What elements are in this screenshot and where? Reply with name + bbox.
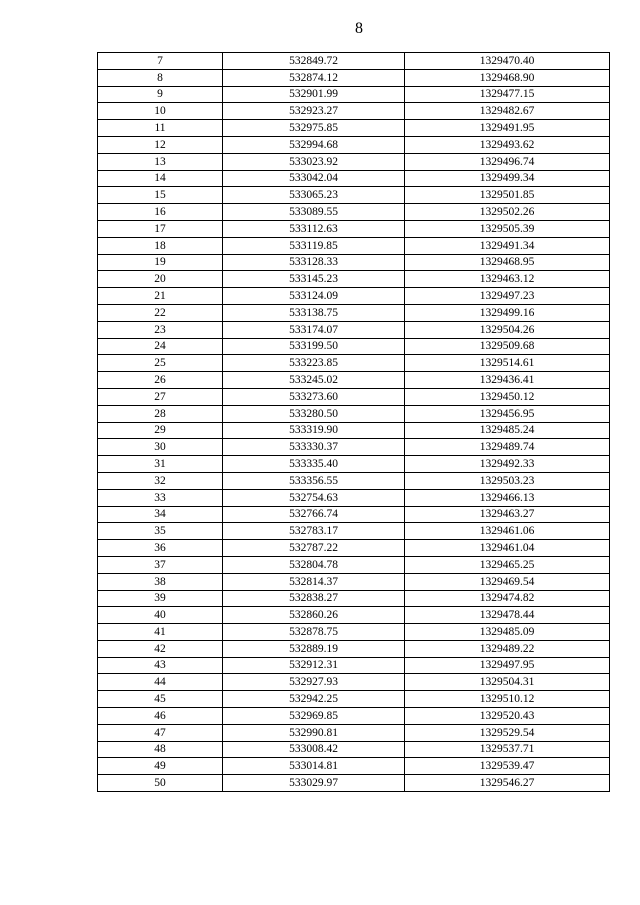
point-number-cell: 19 [98, 254, 223, 271]
x-coordinate-cell: 533042.04 [223, 170, 405, 187]
point-number-cell: 26 [98, 372, 223, 389]
table-row [98, 456, 610, 473]
table-row [98, 69, 610, 86]
point-number-cell: 48 [98, 741, 223, 758]
y-coordinate-cell: 1329468.90 [405, 69, 610, 86]
point-number-cell: 47 [98, 724, 223, 741]
point-number-cell: 9 [98, 86, 223, 103]
x-coordinate-cell: 533223.85 [223, 355, 405, 372]
coordinates-table-body [98, 53, 610, 792]
table-row [98, 708, 610, 725]
table-row [98, 724, 610, 741]
table-row [98, 53, 610, 70]
x-coordinate-cell: 533014.81 [223, 758, 405, 775]
point-number-cell: 29 [98, 422, 223, 439]
point-number-cell: 34 [98, 506, 223, 523]
y-coordinate-cell: 1329478.44 [405, 607, 610, 624]
x-coordinate-cell: 532878.75 [223, 624, 405, 641]
x-coordinate-cell: 532783.17 [223, 523, 405, 540]
x-coordinate-cell: 532990.81 [223, 724, 405, 741]
x-coordinate-cell: 533065.23 [223, 187, 405, 204]
y-coordinate-cell: 1329497.95 [405, 657, 610, 674]
table-row [98, 523, 610, 540]
table-row [98, 506, 610, 523]
table-row [98, 657, 610, 674]
point-number-cell: 12 [98, 136, 223, 153]
x-coordinate-cell: 533273.60 [223, 388, 405, 405]
table-row [98, 338, 610, 355]
y-coordinate-cell: 1329489.22 [405, 640, 610, 657]
y-coordinate-cell: 1329502.26 [405, 204, 610, 221]
y-coordinate-cell: 1329504.31 [405, 674, 610, 691]
y-coordinate-cell: 1329546.27 [405, 775, 610, 792]
table-row [98, 624, 610, 641]
y-coordinate-cell: 1329463.12 [405, 271, 610, 288]
point-number-cell: 42 [98, 640, 223, 657]
table-row [98, 355, 610, 372]
table-row [98, 220, 610, 237]
x-coordinate-cell: 532927.93 [223, 674, 405, 691]
y-coordinate-cell: 1329436.41 [405, 372, 610, 389]
x-coordinate-cell: 533128.33 [223, 254, 405, 271]
table-row [98, 775, 610, 792]
y-coordinate-cell: 1329456.95 [405, 405, 610, 422]
y-coordinate-cell: 1329450.12 [405, 388, 610, 405]
x-coordinate-cell: 533112.63 [223, 220, 405, 237]
table-row [98, 540, 610, 557]
x-coordinate-cell: 532804.78 [223, 556, 405, 573]
y-coordinate-cell: 1329485.24 [405, 422, 610, 439]
y-coordinate-cell: 1329537.71 [405, 741, 610, 758]
x-coordinate-cell: 533119.85 [223, 237, 405, 254]
x-coordinate-cell: 532754.63 [223, 489, 405, 506]
point-number-cell: 46 [98, 708, 223, 725]
table-row [98, 640, 610, 657]
y-coordinate-cell: 1329463.27 [405, 506, 610, 523]
table-row [98, 758, 610, 775]
point-number-cell: 10 [98, 103, 223, 120]
y-coordinate-cell: 1329499.34 [405, 170, 610, 187]
y-coordinate-cell: 1329477.15 [405, 86, 610, 103]
table-row [98, 556, 610, 573]
x-coordinate-cell: 532889.19 [223, 640, 405, 657]
point-number-cell: 27 [98, 388, 223, 405]
table-row [98, 237, 610, 254]
x-coordinate-cell: 533124.09 [223, 288, 405, 305]
table-row [98, 691, 610, 708]
x-coordinate-cell: 532766.74 [223, 506, 405, 523]
y-coordinate-cell: 1329468.95 [405, 254, 610, 271]
y-coordinate-cell: 1329465.25 [405, 556, 610, 573]
x-coordinate-cell: 533245.02 [223, 372, 405, 389]
point-number-cell: 50 [98, 775, 223, 792]
x-coordinate-cell: 533330.37 [223, 439, 405, 456]
y-coordinate-cell: 1329510.12 [405, 691, 610, 708]
point-number-cell: 16 [98, 204, 223, 221]
point-number-cell: 17 [98, 220, 223, 237]
point-number-cell: 18 [98, 237, 223, 254]
point-number-cell: 28 [98, 405, 223, 422]
table-row [98, 86, 610, 103]
table-row [98, 304, 610, 321]
point-number-cell: 7 [98, 53, 223, 70]
y-coordinate-cell: 1329493.62 [405, 136, 610, 153]
y-coordinate-cell: 1329529.54 [405, 724, 610, 741]
table-row [98, 405, 610, 422]
x-coordinate-cell: 532860.26 [223, 607, 405, 624]
y-coordinate-cell: 1329497.23 [405, 288, 610, 305]
y-coordinate-cell: 1329485.09 [405, 624, 610, 641]
x-coordinate-cell: 532849.72 [223, 53, 405, 70]
table-row [98, 254, 610, 271]
y-coordinate-cell: 1329474.82 [405, 590, 610, 607]
y-coordinate-cell: 1329466.13 [405, 489, 610, 506]
table-row [98, 321, 610, 338]
table-row [98, 573, 610, 590]
point-number-cell: 39 [98, 590, 223, 607]
point-number-cell: 23 [98, 321, 223, 338]
table-row [98, 422, 610, 439]
x-coordinate-cell: 533029.97 [223, 775, 405, 792]
x-coordinate-cell: 532901.99 [223, 86, 405, 103]
y-coordinate-cell: 1329503.23 [405, 472, 610, 489]
x-coordinate-cell: 533008.42 [223, 741, 405, 758]
point-number-cell: 33 [98, 489, 223, 506]
y-coordinate-cell: 1329461.04 [405, 540, 610, 557]
table-row [98, 372, 610, 389]
point-number-cell: 41 [98, 624, 223, 641]
point-number-cell: 8 [98, 69, 223, 86]
point-number-cell: 44 [98, 674, 223, 691]
point-number-cell: 30 [98, 439, 223, 456]
y-coordinate-cell: 1329469.54 [405, 573, 610, 590]
point-number-cell: 45 [98, 691, 223, 708]
y-coordinate-cell: 1329514.61 [405, 355, 610, 372]
x-coordinate-cell: 532814.37 [223, 573, 405, 590]
table-row [98, 170, 610, 187]
y-coordinate-cell: 1329482.67 [405, 103, 610, 120]
table-row [98, 472, 610, 489]
y-coordinate-cell: 1329489.74 [405, 439, 610, 456]
x-coordinate-cell: 533023.92 [223, 153, 405, 170]
x-coordinate-cell: 532874.12 [223, 69, 405, 86]
x-coordinate-cell: 533199.50 [223, 338, 405, 355]
point-number-cell: 36 [98, 540, 223, 557]
table-row [98, 288, 610, 305]
y-coordinate-cell: 1329492.33 [405, 456, 610, 473]
table-row [98, 103, 610, 120]
y-coordinate-cell: 1329491.34 [405, 237, 610, 254]
point-number-cell: 37 [98, 556, 223, 573]
y-coordinate-cell: 1329504.26 [405, 321, 610, 338]
x-coordinate-cell: 533280.50 [223, 405, 405, 422]
point-number-cell: 24 [98, 338, 223, 355]
point-number-cell: 35 [98, 523, 223, 540]
y-coordinate-cell: 1329461.06 [405, 523, 610, 540]
page-number: 8 [355, 20, 363, 37]
y-coordinate-cell: 1329505.39 [405, 220, 610, 237]
point-number-cell: 22 [98, 304, 223, 321]
table-row [98, 489, 610, 506]
x-coordinate-cell: 532923.27 [223, 103, 405, 120]
x-coordinate-cell: 533356.55 [223, 472, 405, 489]
x-coordinate-cell: 532838.27 [223, 590, 405, 607]
x-coordinate-cell: 532969.85 [223, 708, 405, 725]
x-coordinate-cell: 532787.22 [223, 540, 405, 557]
table-row [98, 153, 610, 170]
x-coordinate-cell: 532912.31 [223, 657, 405, 674]
point-number-cell: 31 [98, 456, 223, 473]
x-coordinate-cell: 532994.68 [223, 136, 405, 153]
table-row [98, 187, 610, 204]
y-coordinate-cell: 1329539.47 [405, 758, 610, 775]
point-number-cell: 11 [98, 120, 223, 137]
table-row [98, 136, 610, 153]
x-coordinate-cell: 533138.75 [223, 304, 405, 321]
x-coordinate-cell: 532942.25 [223, 691, 405, 708]
point-number-cell: 38 [98, 573, 223, 590]
point-number-cell: 20 [98, 271, 223, 288]
point-number-cell: 21 [98, 288, 223, 305]
y-coordinate-cell: 1329496.74 [405, 153, 610, 170]
x-coordinate-cell: 533174.07 [223, 321, 405, 338]
point-number-cell: 32 [98, 472, 223, 489]
x-coordinate-cell: 533319.90 [223, 422, 405, 439]
point-number-cell: 14 [98, 170, 223, 187]
point-number-cell: 43 [98, 657, 223, 674]
x-coordinate-cell: 533089.55 [223, 204, 405, 221]
y-coordinate-cell: 1329491.95 [405, 120, 610, 137]
y-coordinate-cell: 1329470.40 [405, 53, 610, 70]
table-row [98, 674, 610, 691]
point-number-cell: 40 [98, 607, 223, 624]
point-number-cell: 25 [98, 355, 223, 372]
point-number-cell: 15 [98, 187, 223, 204]
y-coordinate-cell: 1329499.16 [405, 304, 610, 321]
y-coordinate-cell: 1329509.68 [405, 338, 610, 355]
x-coordinate-cell: 532975.85 [223, 120, 405, 137]
table-row [98, 741, 610, 758]
y-coordinate-cell: 1329520.43 [405, 708, 610, 725]
point-number-cell: 13 [98, 153, 223, 170]
coordinates-table [97, 52, 610, 792]
table-row [98, 439, 610, 456]
table-row [98, 271, 610, 288]
table-row [98, 607, 610, 624]
table-row [98, 204, 610, 221]
table-row [98, 388, 610, 405]
x-coordinate-cell: 533335.40 [223, 456, 405, 473]
table-row [98, 590, 610, 607]
y-coordinate-cell: 1329501.85 [405, 187, 610, 204]
point-number-cell: 49 [98, 758, 223, 775]
table-row [98, 120, 610, 137]
x-coordinate-cell: 533145.23 [223, 271, 405, 288]
